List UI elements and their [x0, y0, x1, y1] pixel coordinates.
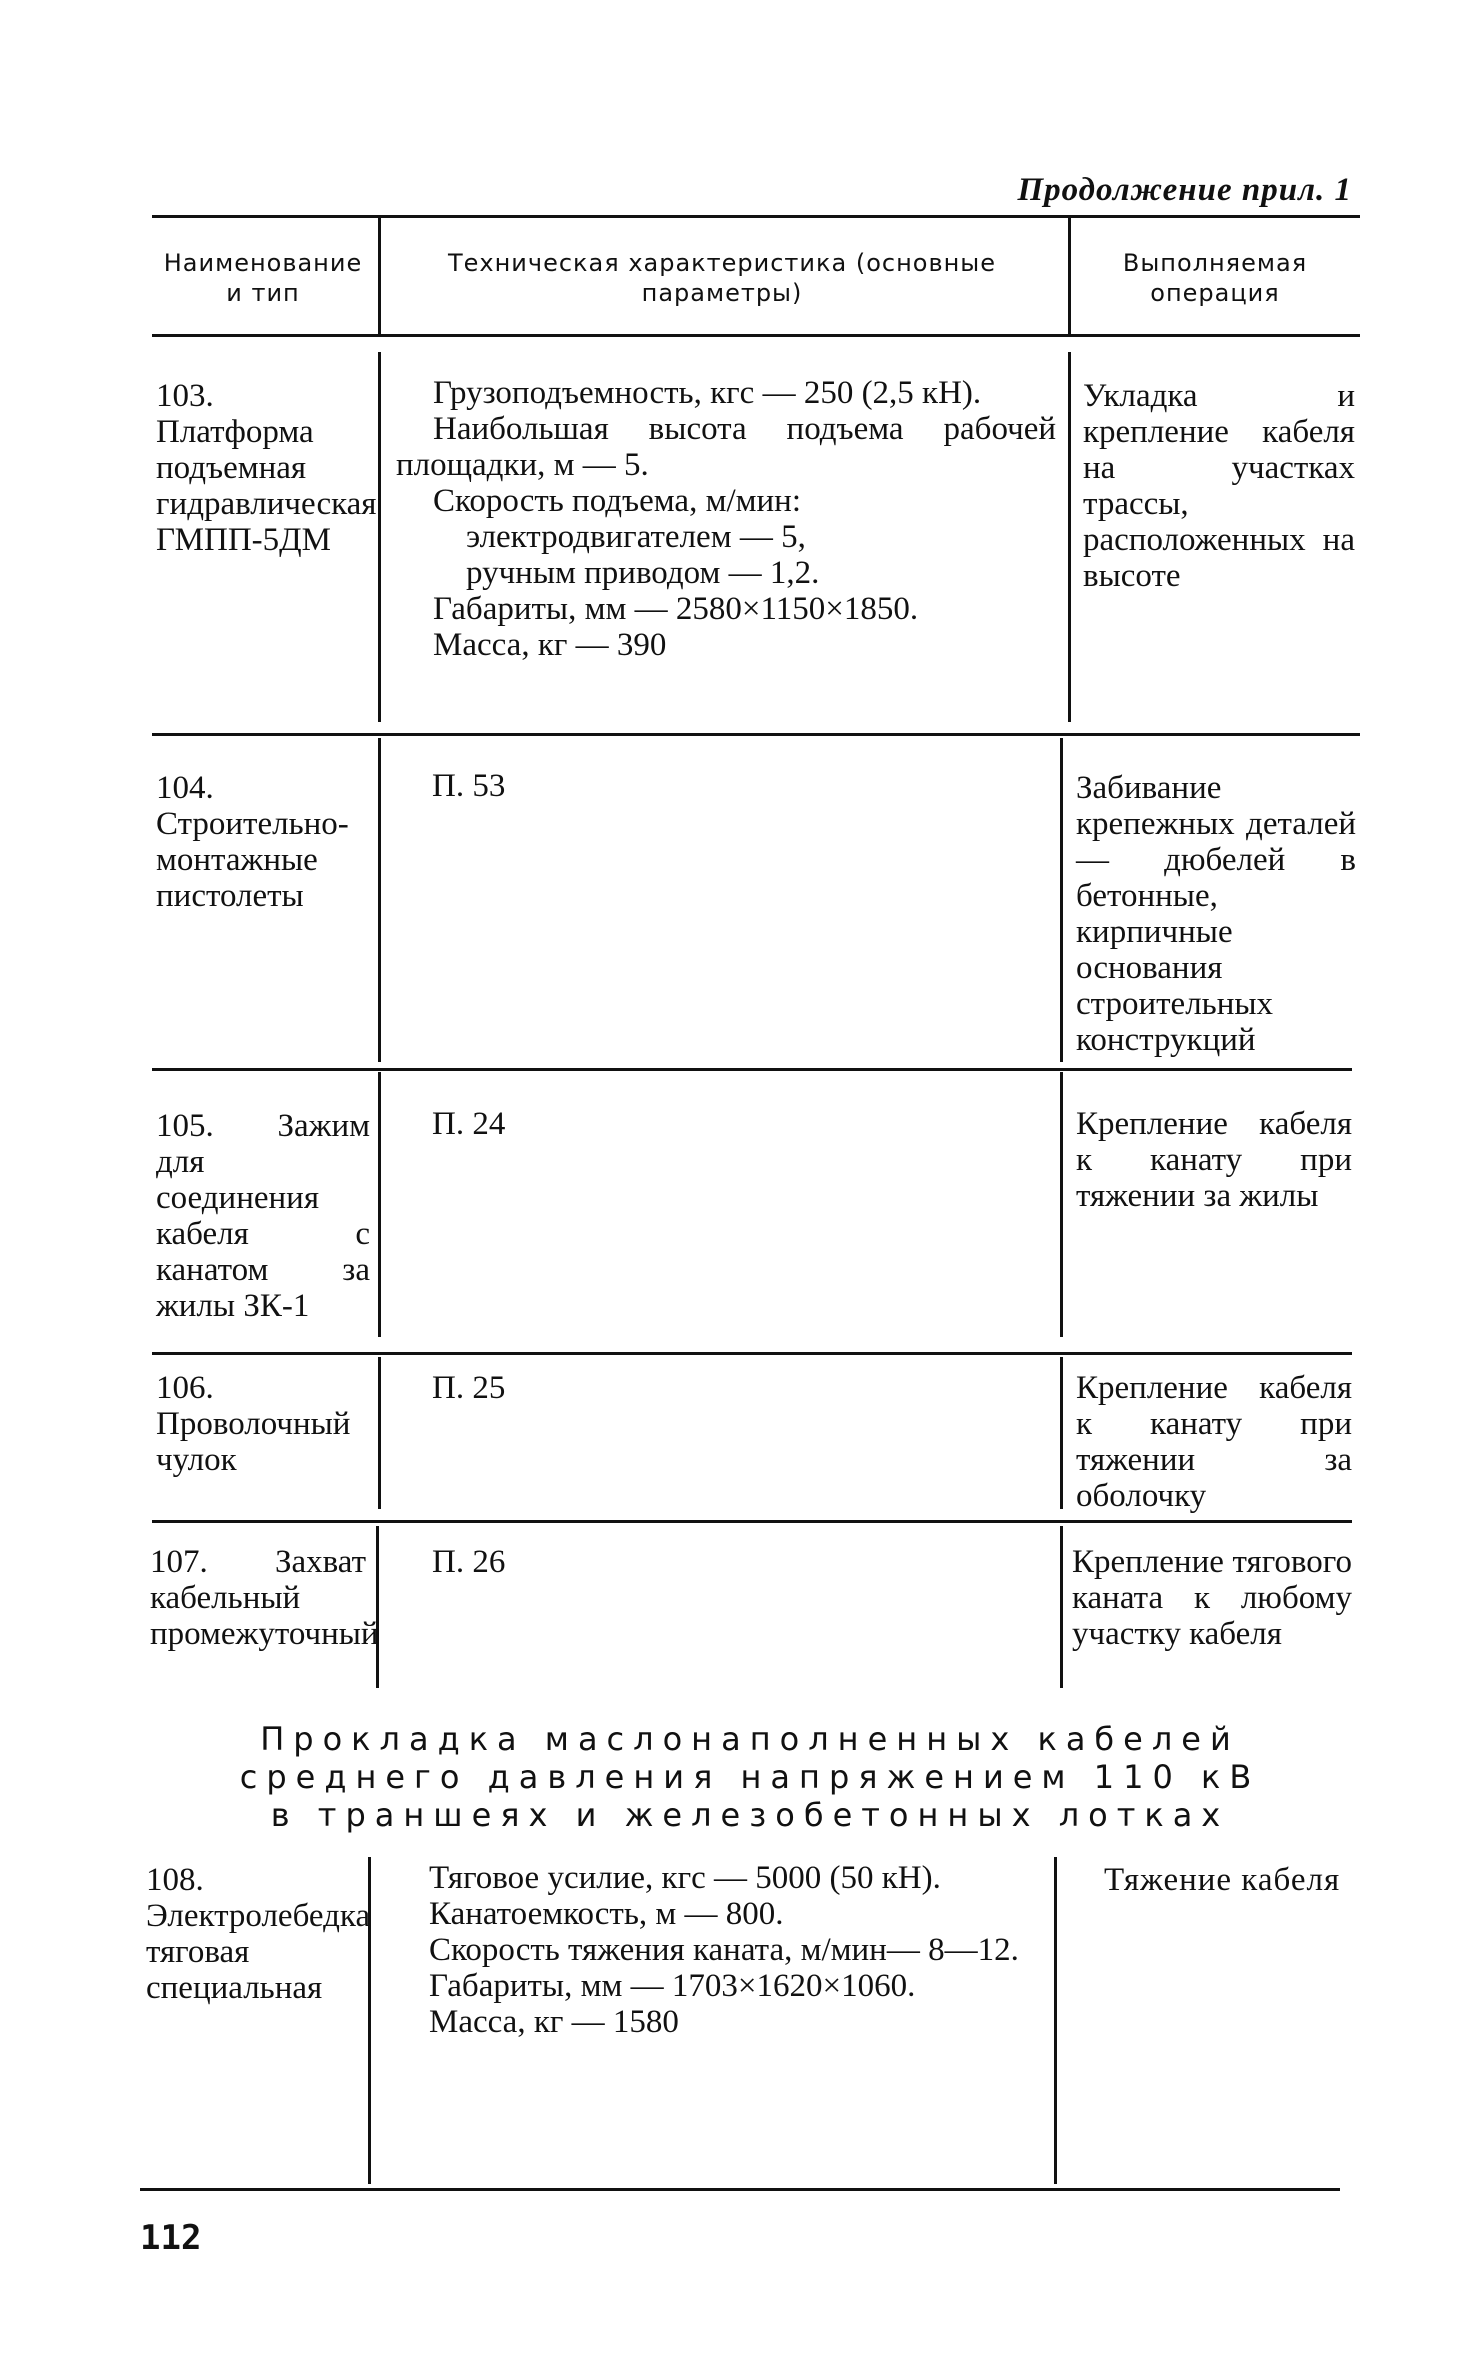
spec-line: Масса, кг — 1580	[429, 2004, 679, 2040]
spec-line: Скорость подъема, м/мин:	[433, 483, 801, 519]
spec-line: Габариты, мм — 1703×1620×1060.	[429, 1968, 916, 2004]
spec-line: ручным приводом — 1,2.	[466, 555, 820, 591]
row103-divider-2	[1068, 352, 1071, 722]
header-bottom-rule	[152, 334, 1360, 337]
row108-operation: Тяжение кабеля	[1104, 1862, 1341, 1898]
table-top-rule	[152, 215, 1360, 218]
section-heading-line: в траншеях и железобетонных лотках	[270, 1796, 1230, 1834]
row107-name: 107. Захват кабельный промежуточный	[150, 1544, 379, 1652]
row103-bottom-rule	[152, 733, 1360, 736]
row107-spec	[432, 1544, 1032, 1580]
header-spec: Техническая характеристика (основные параметры)	[447, 249, 997, 307]
row104-operation: Забивание крепежных деталей — дюбелей в бетонные, кирпичные основания строительных конструкций	[1076, 770, 1356, 1058]
row104-divider-1	[378, 738, 381, 1062]
section-heading	[210, 1720, 1290, 1834]
row104-divider-2	[1060, 738, 1063, 1062]
spec-line: П. 25	[432, 1370, 506, 1406]
spec-line: Канатоемкость, м — 800.	[429, 1896, 784, 1932]
continuation-label: Продолжение прил. 1	[1017, 172, 1352, 208]
row107-divider-1	[376, 1526, 379, 1688]
row103-spec	[396, 375, 1056, 663]
row105-bottom-rule	[152, 1352, 1352, 1355]
spec-line: Габариты, мм — 2580×1150×1850.	[433, 591, 919, 627]
page-number: 112	[140, 2218, 202, 2258]
row107-operation: Крепление тягового каната к любому участку кабеля	[1072, 1544, 1352, 1652]
row104-spec	[432, 768, 1032, 804]
row105-operation: Крепление кабеля к канату при тяжении за жилы	[1076, 1106, 1352, 1214]
spec-line: П. 53	[432, 768, 506, 804]
row104-bottom-rule	[152, 1068, 1352, 1071]
row106-divider-1	[378, 1357, 381, 1509]
row105-divider-1	[378, 1072, 381, 1337]
row103-divider-1	[378, 352, 381, 722]
row103-name: 103. Платформа подъемная гидравлическая ГМПП-5ДМ	[156, 378, 377, 558]
section-heading-line: среднего давления напряжением 110 кВ	[239, 1758, 1261, 1796]
header-divider-1	[378, 215, 381, 335]
spec-line: электродвигателем — 5,	[466, 519, 806, 555]
section-heading-line: Прокладка маслонаполненных кабелей	[260, 1720, 1240, 1758]
spec-line: П. 26	[432, 1544, 506, 1580]
row106-bottom-rule	[152, 1520, 1352, 1523]
row105-spec	[432, 1106, 1032, 1142]
row108-divider-2	[1054, 1857, 1057, 2184]
spec-line: Тяговое усилие, кгс — 5000 (50 кН).	[429, 1860, 941, 1896]
row103-operation: Укладка и крепление кабеля на участках трассы, расположенных на высоте	[1083, 378, 1355, 594]
table-bottom-rule	[140, 2188, 1340, 2191]
row106-divider-2	[1060, 1357, 1063, 1509]
row107-divider-2	[1060, 1526, 1063, 1688]
spec-line: Масса, кг — 390	[433, 627, 667, 663]
row106-operation: Крепление кабеля к канату при тяжении за оболочку	[1076, 1370, 1352, 1514]
row108-name: 108. Электролебедка тяговая специальная	[146, 1862, 371, 2006]
spec-line: Наибольшая высота подъема рабочей площадки, м — 5.	[396, 411, 1056, 483]
row108-spec	[392, 1860, 1042, 2040]
row105-name: 105. Зажим для соединения кабеля с канатом за жилы ЗК-1	[156, 1108, 370, 1324]
header-operation: Выполняемая операция	[1122, 249, 1308, 307]
header-name: Наименование и тип	[163, 249, 363, 307]
row106-name: 106. Проволочный чулок	[156, 1370, 351, 1478]
row105-divider-2	[1060, 1072, 1063, 1337]
spec-line: П. 24	[432, 1106, 506, 1142]
spec-line: Грузоподъемность, кгс — 250 (2,5 кН).	[433, 375, 982, 411]
row104-name: 104. Строительно-монтажные пистолеты	[156, 770, 349, 914]
spec-line: Скорость тяжения каната, м/мин— 8—12.	[429, 1932, 1019, 1968]
row106-spec	[432, 1370, 1032, 1406]
header-divider-2	[1068, 215, 1071, 335]
